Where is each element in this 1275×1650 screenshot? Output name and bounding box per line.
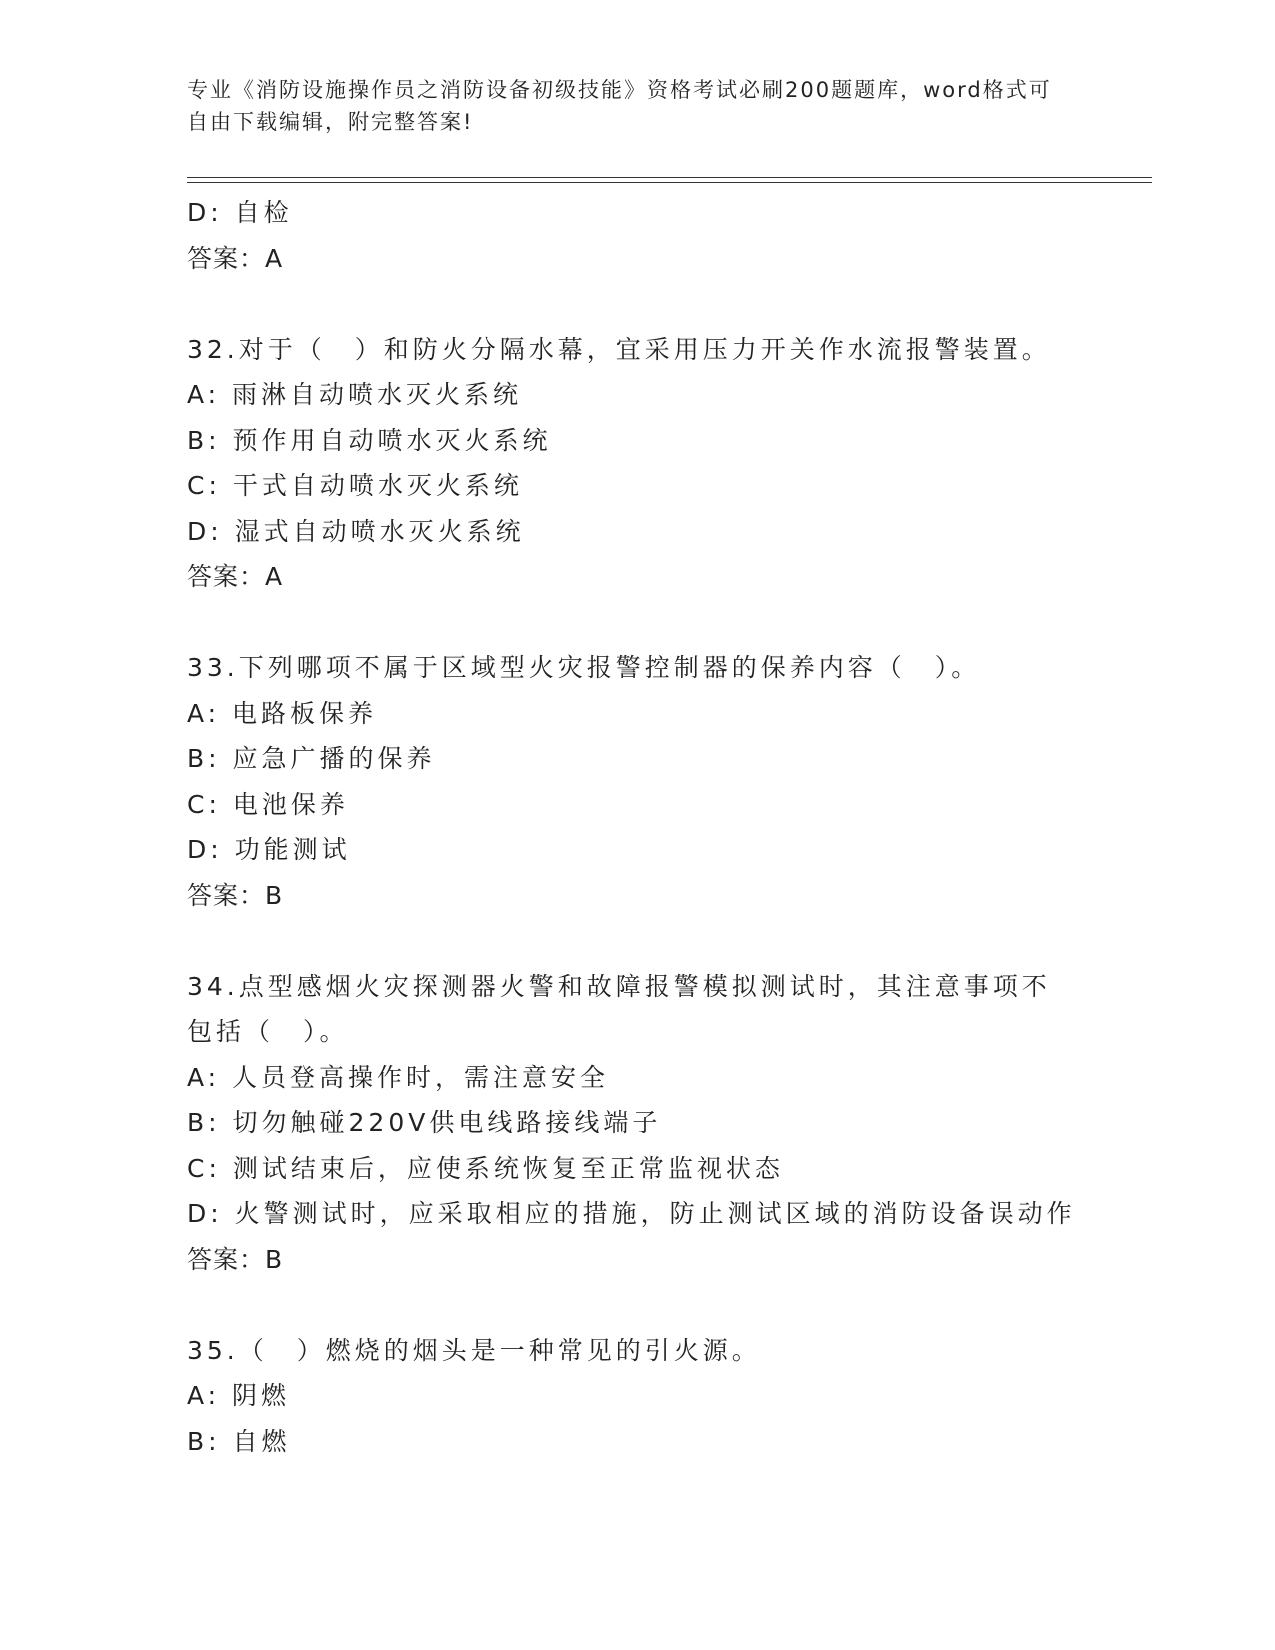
spacer [187,918,1087,964]
question-34-answer: 答案：B [187,1244,284,1274]
question-33-option-b: B: 应急广播的保养 [187,744,436,773]
question-33-stem: 33.下列哪项不属于区域型火灾报警控制器的保养内容（ ）。 [187,653,981,682]
question-34-option-c: C: 测试结束后，应使系统恢复至正常监视状态 [187,1153,784,1183]
question-33-option-c: C: 电池保养 [187,789,349,819]
question-32-option-d: D: 湿式自动喷水灭火系统 [187,516,525,546]
question-33-answer: 答案：B [187,880,284,910]
spacer [187,1282,1087,1328]
document-header: 专业《消防设施操作员之消防设备初级技能》资格考试必刷200题题库，word格式可自由下载编辑，附完整答案! [187,78,1052,134]
question-33-option-a: A: 电路板保养 [187,698,378,728]
question-32-option-c: C: 干式自动喷水灭火系统 [187,471,523,500]
header-divider-top [187,177,1152,178]
question-32-answer: 答案：A [187,562,284,591]
question-34-option-b: B: 切勿触碰220V供电线路接线端子 [187,1108,662,1137]
header-divider-bottom [187,182,1152,183]
question-35-stem: 35.（ ）燃烧的烟头是一种常见的引火源。 [187,1335,761,1365]
question-34-stem: 34.点型感烟火灾探测器火警和故障报警模拟测试时，其注意事项不包括（ ）。 [187,971,1051,1046]
question-32-option-a: A: 雨淋自动喷水灭火系统 [187,380,523,409]
question-32-stem: 32.对于（ ）和防火分隔水幕，宜采用压力开关作水流报警装置。 [187,334,1051,364]
question-31-option-d: D: 自检 [187,198,293,227]
question-35-option-b: B: 自燃 [187,1426,291,1456]
question-35-option-a: A: 阴燃 [187,1381,291,1410]
spacer [187,600,1087,646]
question-33-option-d: D: 功能测试 [187,835,351,864]
question-34-option-d: D: 火警测试时，应采取相应的措施，防止测试区域的消防设备误动作 [187,1199,1076,1228]
question-34-option-a: A: 人员登高操作时，需注意安全 [187,1062,610,1092]
question-32-option-b: B: 预作用自动喷水灭火系统 [187,425,552,455]
spacer [187,281,1087,327]
question-content [187,190,1087,1464]
question-31-answer: 答案：A [187,243,284,273]
